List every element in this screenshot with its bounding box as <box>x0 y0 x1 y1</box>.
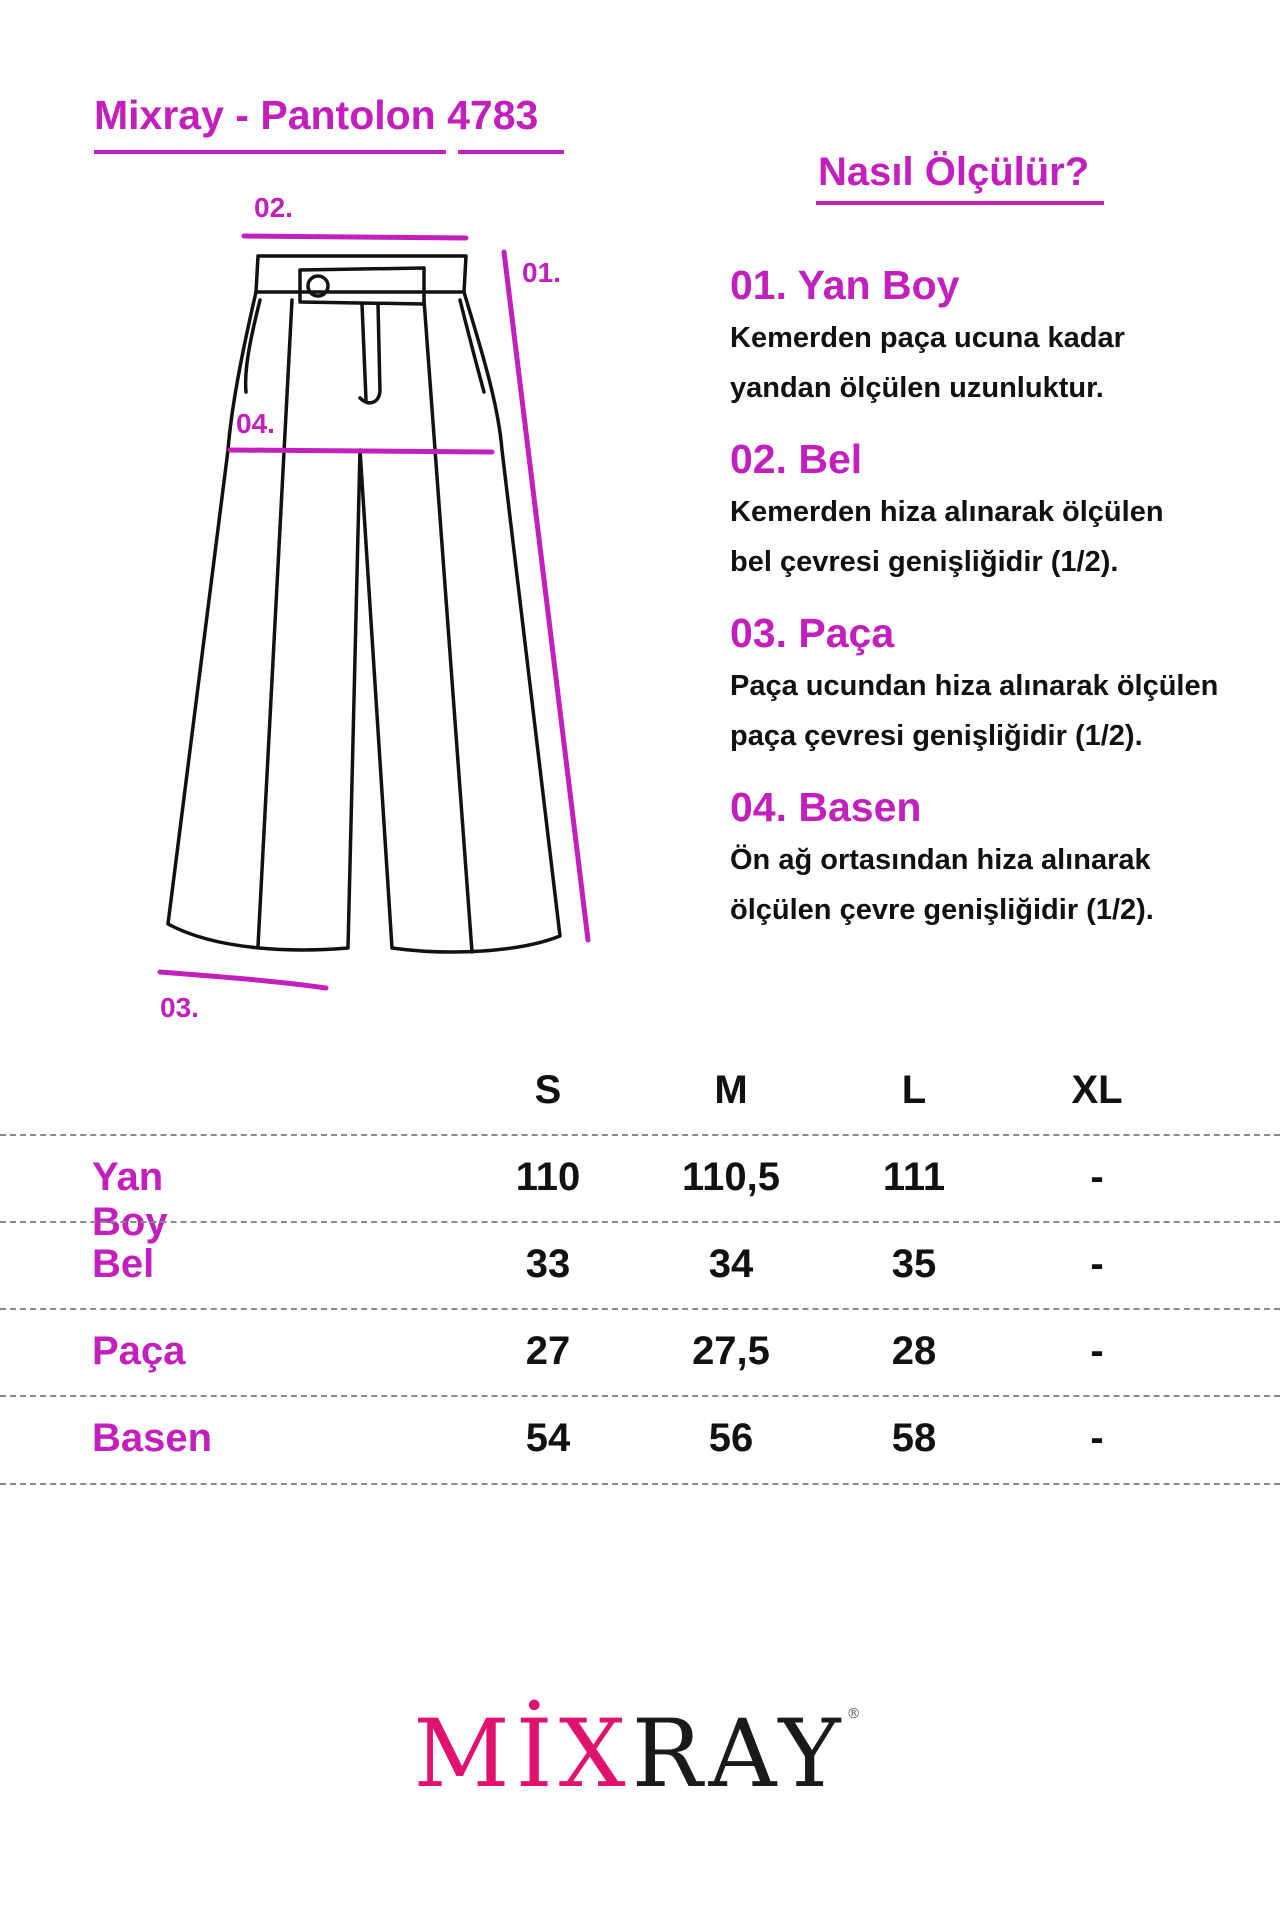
guide-text <box>730 313 1250 413</box>
guide-waist <box>730 436 1250 587</box>
row-label: Basen <box>92 1416 213 1460</box>
table-cell: - <box>1090 1416 1104 1460</box>
label-side: 01. <box>522 257 561 288</box>
row-label: Paça <box>92 1329 186 1373</box>
guide-hem <box>730 610 1280 761</box>
measure-line-side <box>504 252 588 940</box>
guide-text-line: bel çevresi genişliğidir (1/2). <box>730 546 1119 578</box>
table-cell: 27 <box>525 1329 571 1373</box>
guide-text <box>730 661 1280 761</box>
row-label: Yan Boy <box>92 1155 168 1244</box>
table-cell: - <box>1090 1329 1104 1373</box>
size-header-xl: XL <box>1071 1068 1123 1112</box>
table-cell: 111 <box>882 1155 946 1199</box>
table-cell: 35 <box>891 1242 937 1286</box>
logo-text-pink: MİX <box>413 1700 632 1809</box>
logo-text-dark: RAY <box>631 1700 847 1809</box>
title-underline-left <box>94 150 446 154</box>
table-cell: 56 <box>708 1416 754 1460</box>
guide-hip <box>730 784 1250 935</box>
table-cell: 58 <box>891 1416 937 1460</box>
trousers-diagram <box>140 220 620 1020</box>
size-header-s: S <box>534 1068 562 1112</box>
row-divider <box>0 1308 1280 1310</box>
guide-text-line: paça çevresi genişliğidir (1/2). <box>730 720 1143 752</box>
label-waist: 02. <box>254 192 293 223</box>
brand-logo <box>0 1700 1280 1809</box>
row-label: Bel <box>92 1242 155 1286</box>
row-divider <box>0 1134 1280 1136</box>
guide-text-line: Kemerden paça ucuna kadar <box>730 322 1125 354</box>
guide-text <box>730 487 1250 587</box>
guide-heading: 03. Paça <box>730 610 895 656</box>
guide-text-line: Kemerden hiza alınarak ölçülen <box>730 496 1164 528</box>
guide-text-line: ölçülen çevre genişliğidir (1/2). <box>730 894 1154 926</box>
table-cell: 28 <box>891 1329 937 1373</box>
how-to-underline <box>816 201 1104 205</box>
guide-heading: 02. Bel <box>730 436 863 482</box>
measure-line-hem <box>160 972 326 988</box>
guide-text-line: Ön ağ ortasından hiza alınarak <box>730 844 1151 876</box>
table-cell: - <box>1090 1242 1104 1286</box>
table-cell: 110,5 <box>682 1155 780 1199</box>
guide-text-line: Paça ucundan hiza alınarak ölçülen <box>730 670 1219 702</box>
guide-heading: 01. Yan Boy <box>730 262 960 308</box>
guide-text-line: yandan ölçülen uzunluktur. <box>730 372 1104 404</box>
registered-mark-icon: ® <box>846 1706 867 1722</box>
table-cell: - <box>1090 1155 1104 1199</box>
size-header-m: M <box>714 1068 748 1112</box>
label-hip: 04. <box>236 408 275 439</box>
table-cell: 54 <box>525 1416 571 1460</box>
table-cell: 27,5 <box>692 1329 770 1373</box>
row-divider <box>0 1221 1280 1223</box>
page-title: Mixray - Pantolon 4783 <box>94 92 539 138</box>
row-divider <box>0 1483 1280 1485</box>
table-cell: 33 <box>525 1242 571 1286</box>
guide-side-length <box>730 262 1250 413</box>
table-cell: 34 <box>708 1242 754 1286</box>
size-header-l: L <box>901 1068 927 1112</box>
how-to-measure-heading: Nasıl Ölçülür? <box>818 150 1090 194</box>
label-hem: 03. <box>160 992 199 1023</box>
guide-heading: 04. Basen <box>730 784 922 830</box>
row-divider <box>0 1395 1280 1397</box>
measure-line-waist <box>244 236 466 238</box>
title-underline-right <box>458 150 564 154</box>
table-cell: 110 <box>515 1155 581 1199</box>
guide-text <box>730 835 1250 935</box>
measure-line-hip <box>230 450 492 452</box>
